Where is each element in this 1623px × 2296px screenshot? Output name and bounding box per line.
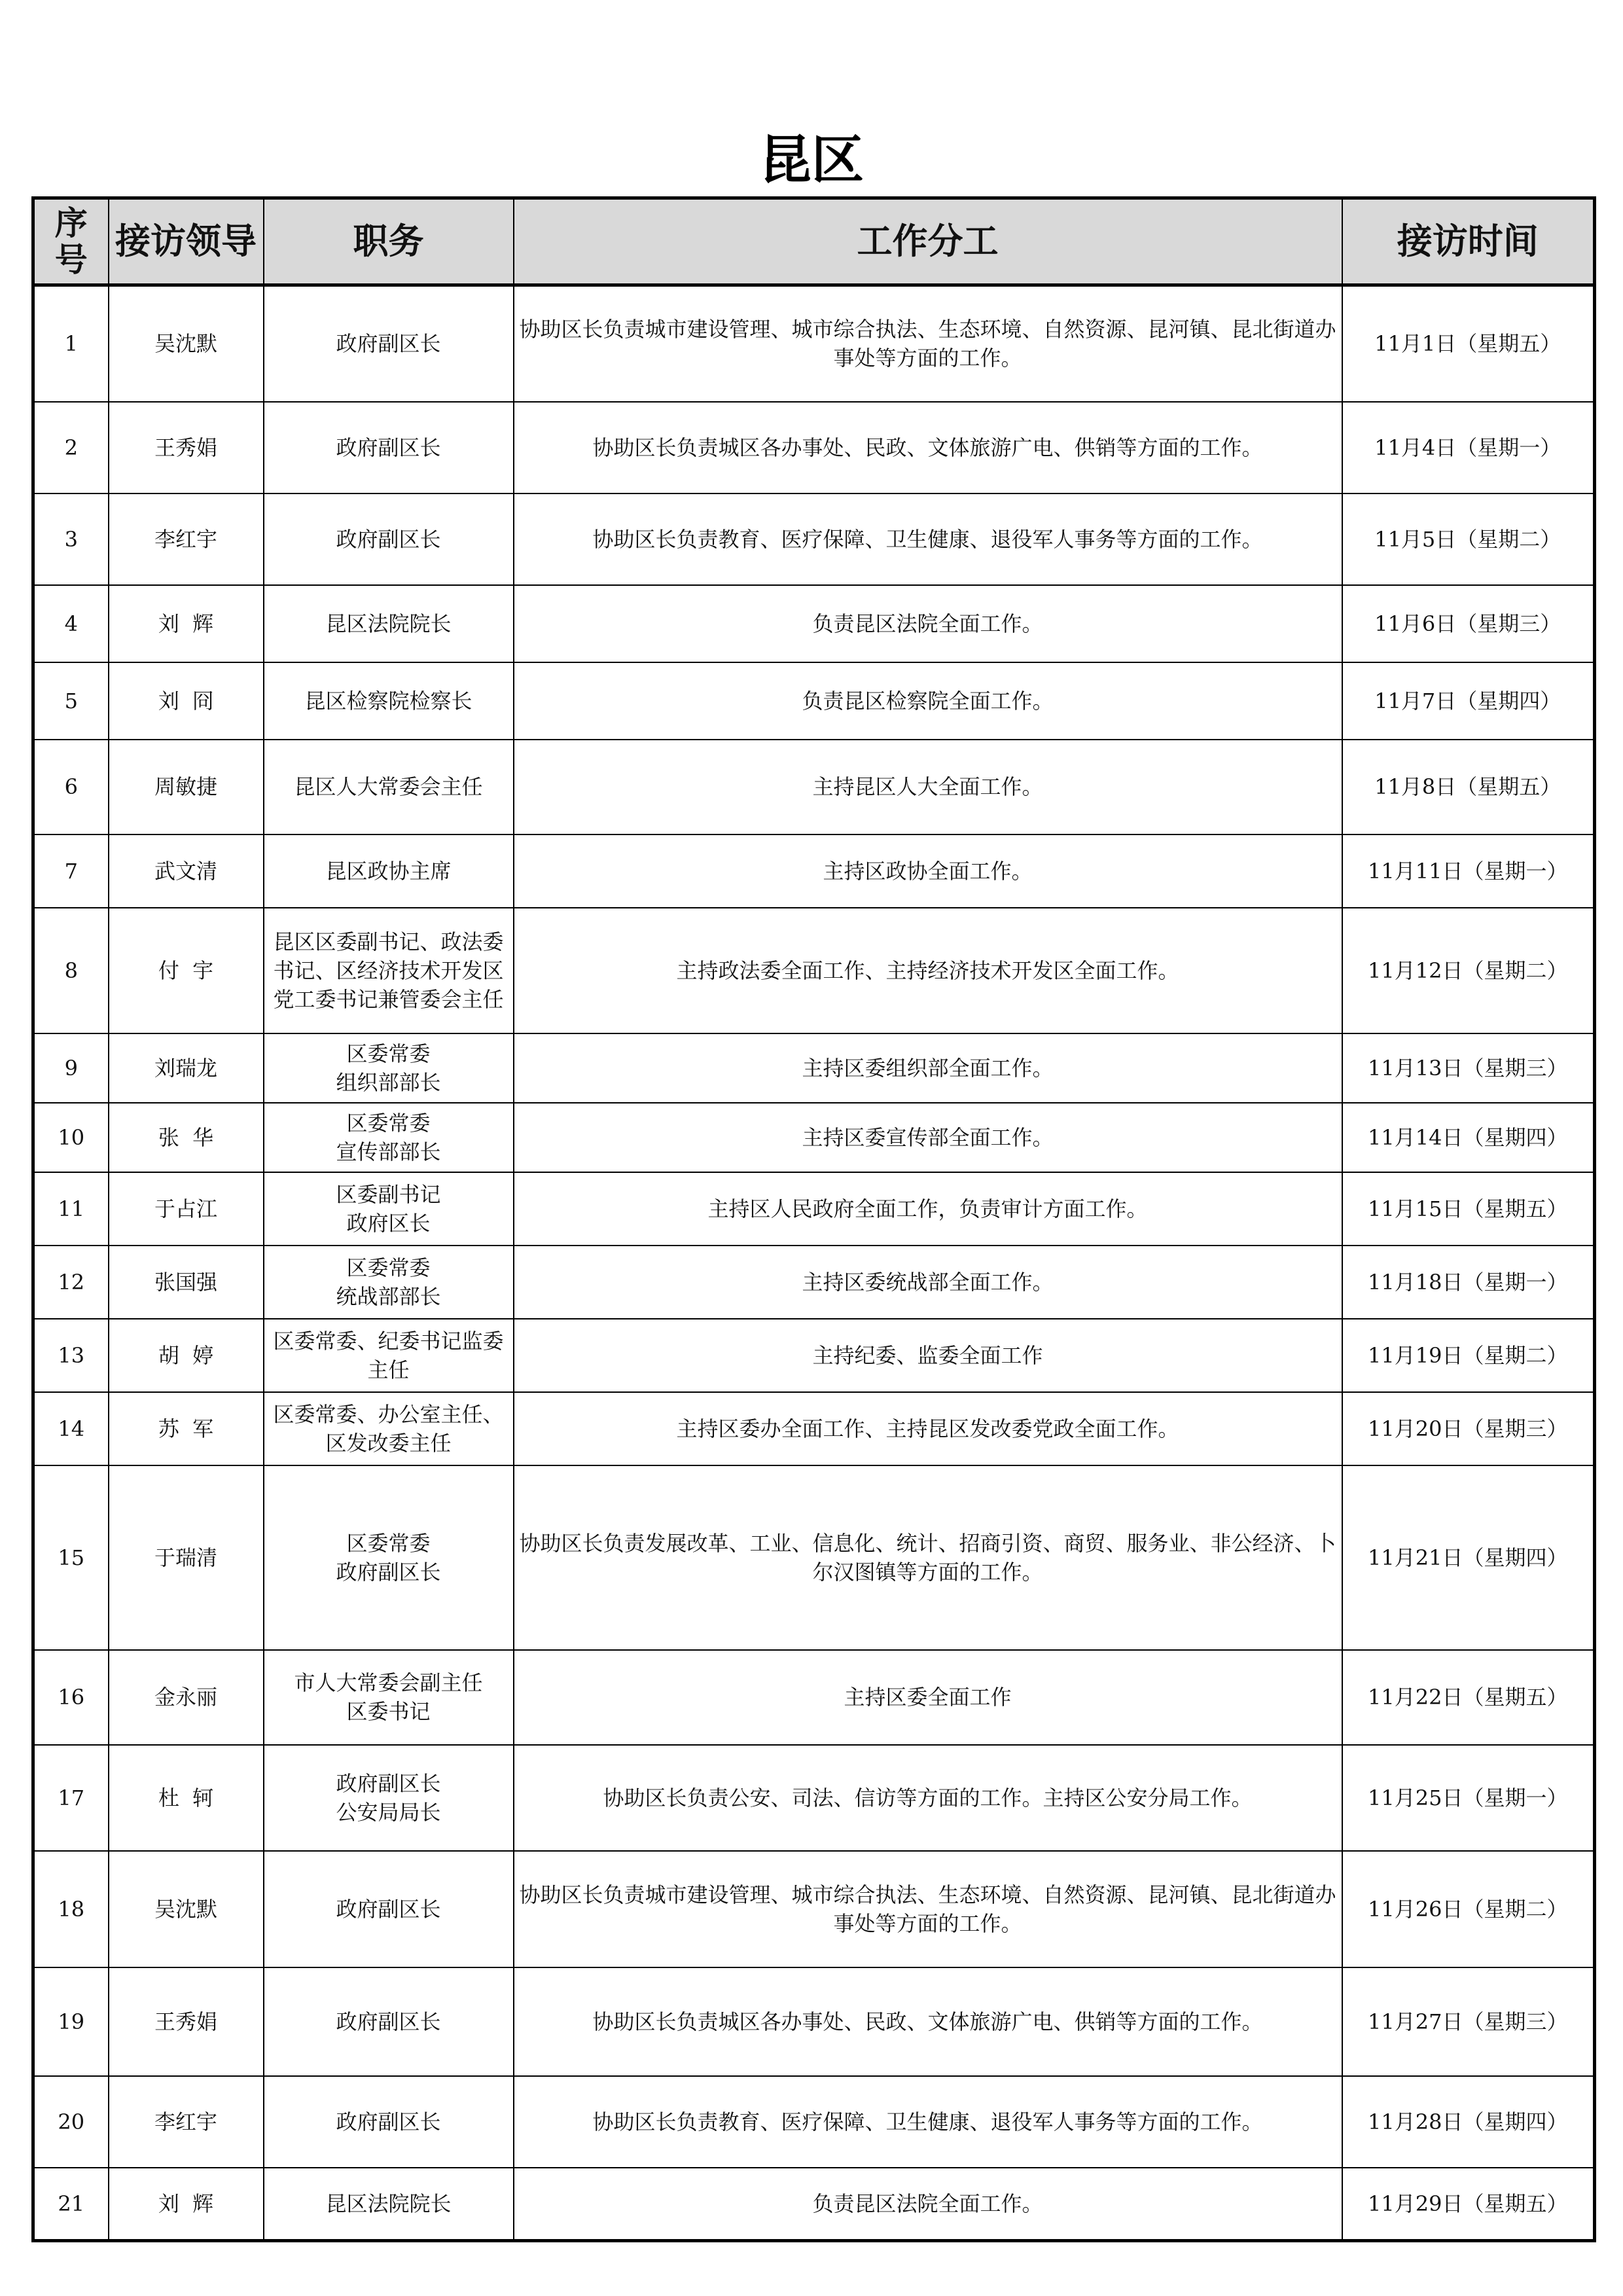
cell-duty: 主持区人民政府全面工作，负责审计方面工作。 [514, 1172, 1342, 1246]
table-row [33, 285, 1595, 402]
cell-position: 昆区检察院检察长 [264, 662, 514, 740]
cell-index: 17 [33, 1745, 109, 1851]
cell-duty: 协助区长负责公安、司法、信访等方面的工作。主持区公安分局工作。 [514, 1745, 1342, 1851]
cell-position: 区委常委、纪委书记监委主任 [264, 1319, 514, 1392]
cell-duty: 主持区委组织部全面工作。 [514, 1033, 1342, 1103]
cell-index: 2 [33, 402, 109, 493]
cell-duty: 主持区委办全面工作、主持昆区发改委党政全面工作。 [514, 1392, 1342, 1465]
cell-date: 11月19日（星期二） [1342, 1319, 1595, 1392]
cell-position: 区委副书记 政府区长 [264, 1172, 514, 1246]
table-row [33, 2168, 1595, 2241]
cell-duty: 主持纪委、监委全面工作 [514, 1319, 1342, 1392]
cell-duty: 协助区长负责城市建设管理、城市综合执法、生态环境、自然资源、昆河镇、昆北街道办事处等方面的工作。 [514, 285, 1342, 402]
cell-index: 10 [33, 1103, 109, 1172]
table-row [33, 662, 1595, 740]
cell-index: 8 [33, 908, 109, 1033]
cell-date: 11月27日（星期三） [1342, 1967, 1595, 2076]
cell-position: 昆区法院院长 [264, 2168, 514, 2241]
cell-position: 政府副区长 [264, 2076, 514, 2168]
cell-position: 政府副区长 [264, 1967, 514, 2076]
table-row [33, 1851, 1595, 1967]
cell-position: 政府副区长 公安局局长 [264, 1745, 514, 1851]
cell-leader: 李红宇 [109, 2076, 264, 2168]
cell-index: 20 [33, 2076, 109, 2168]
cell-date: 11月28日（星期四） [1342, 2076, 1595, 2168]
table-row [33, 1745, 1595, 1851]
col-header-date: 接访时间 [1342, 198, 1595, 285]
cell-duty: 协助区长负责教育、医疗保障、卫生健康、退役军人事务等方面的工作。 [514, 2076, 1342, 2168]
cell-position: 市人大常委会副主任 区委书记 [264, 1650, 514, 1745]
cell-leader: 吴沈默 [109, 285, 264, 402]
table-body [33, 285, 1595, 2241]
cell-duty: 协助区长负责城市建设管理、城市综合执法、生态环境、自然资源、昆河镇、昆北街道办事处等方面的工作。 [514, 1851, 1342, 1967]
cell-index: 9 [33, 1033, 109, 1103]
cell-position: 区委常委 组织部部长 [264, 1033, 514, 1103]
table-row [33, 908, 1595, 1033]
cell-date: 11月12日（星期二） [1342, 908, 1595, 1033]
cell-date: 11月8日（星期五） [1342, 740, 1595, 834]
cell-position: 政府副区长 [264, 493, 514, 585]
cell-position: 区委常委、办公室主任、区发改委主任 [264, 1392, 514, 1465]
cell-leader: 张 华 [109, 1103, 264, 1172]
table-row [33, 1246, 1595, 1319]
cell-leader: 刘 辉 [109, 585, 264, 662]
cell-leader: 付 宇 [109, 908, 264, 1033]
col-header-index: 序号 [33, 198, 109, 285]
cell-position: 政府副区长 [264, 402, 514, 493]
cell-leader: 杜 轲 [109, 1745, 264, 1851]
cell-date: 11月25日（星期一） [1342, 1745, 1595, 1851]
cell-position: 昆区人大常委会主任 [264, 740, 514, 834]
cell-duty: 主持区政协全面工作。 [514, 834, 1342, 908]
cell-duty: 负责昆区法院全面工作。 [514, 2168, 1342, 2241]
cell-position: 区委常委 统战部部长 [264, 1246, 514, 1319]
table-row [33, 402, 1595, 493]
cell-index: 6 [33, 740, 109, 834]
table-row [33, 1172, 1595, 1246]
cell-duty: 主持区委宣传部全面工作。 [514, 1103, 1342, 1172]
cell-leader: 刘 冏 [109, 662, 264, 740]
cell-date: 11月15日（星期五） [1342, 1172, 1595, 1246]
table-row [33, 1033, 1595, 1103]
table-row [33, 1319, 1595, 1392]
cell-index: 3 [33, 493, 109, 585]
col-header-leader: 接访领导 [109, 198, 264, 285]
table-row [33, 1103, 1595, 1172]
cell-leader: 于占江 [109, 1172, 264, 1246]
cell-date: 11月26日（星期二） [1342, 1851, 1595, 1967]
cell-date: 11月22日（星期五） [1342, 1650, 1595, 1745]
cell-index: 19 [33, 1967, 109, 2076]
cell-position: 昆区法院院长 [264, 585, 514, 662]
cell-index: 21 [33, 2168, 109, 2241]
table-row [33, 740, 1595, 834]
table-row [33, 1650, 1595, 1745]
cell-leader: 金永丽 [109, 1650, 264, 1745]
cell-date: 11月18日（星期一） [1342, 1246, 1595, 1319]
table-row [33, 2076, 1595, 2168]
cell-duty: 协助区长负责发展改革、工业、信息化、统计、招商引资、商贸、服务业、非公经济、卜尔汉图镇等方面的工作。 [514, 1465, 1342, 1650]
table-row [33, 585, 1595, 662]
cell-index: 15 [33, 1465, 109, 1650]
table-row [33, 493, 1595, 585]
cell-index: 4 [33, 585, 109, 662]
cell-leader: 武文清 [109, 834, 264, 908]
cell-duty: 负责昆区检察院全面工作。 [514, 662, 1342, 740]
table-row [33, 1392, 1595, 1465]
cell-position: 政府副区长 [264, 1851, 514, 1967]
cell-duty: 主持政法委全面工作、主持经济技术开发区全面工作。 [514, 908, 1342, 1033]
table-row [33, 834, 1595, 908]
cell-date: 11月1日（星期五） [1342, 285, 1595, 402]
cell-leader: 苏 军 [109, 1392, 264, 1465]
cell-date: 11月5日（星期二） [1342, 493, 1595, 585]
cell-date: 11月29日（星期五） [1342, 2168, 1595, 2241]
cell-duty: 负责昆区法院全面工作。 [514, 585, 1342, 662]
cell-position: 昆区区委副书记、政法委书记、区经济技术开发区党工委书记兼管委会主任 [264, 908, 514, 1033]
table-row [33, 1967, 1595, 2076]
cell-position: 区委常委 政府副区长 [264, 1465, 514, 1650]
cell-duty: 主持昆区人大全面工作。 [514, 740, 1342, 834]
cell-leader: 刘瑞龙 [109, 1033, 264, 1103]
page-title: 昆区 [759, 130, 864, 190]
reception-schedule-table [31, 196, 1596, 2242]
col-header-position: 职务 [264, 198, 514, 285]
cell-leader: 胡 婷 [109, 1319, 264, 1392]
table-header-row [33, 198, 1595, 285]
cell-index: 5 [33, 662, 109, 740]
table-row [33, 1465, 1595, 1650]
cell-duty: 主持区委全面工作 [514, 1650, 1342, 1745]
cell-index: 11 [33, 1172, 109, 1246]
cell-position: 政府副区长 [264, 285, 514, 402]
cell-date: 11月7日（星期四） [1342, 662, 1595, 740]
cell-position: 昆区政协主席 [264, 834, 514, 908]
cell-duty: 协助区长负责城区各办事处、民政、文体旅游广电、供销等方面的工作。 [514, 1967, 1342, 2076]
cell-index: 7 [33, 834, 109, 908]
cell-leader: 吴沈默 [109, 1851, 264, 1967]
cell-date: 11月11日（星期一） [1342, 834, 1595, 908]
cell-date: 11月4日（星期一） [1342, 402, 1595, 493]
cell-leader: 王秀娟 [109, 402, 264, 493]
cell-date: 11月21日（星期四） [1342, 1465, 1595, 1650]
cell-leader: 张国强 [109, 1246, 264, 1319]
cell-date: 11月6日（星期三） [1342, 585, 1595, 662]
cell-date: 11月20日（星期三） [1342, 1392, 1595, 1465]
cell-index: 18 [33, 1851, 109, 1967]
cell-index: 12 [33, 1246, 109, 1319]
cell-index: 13 [33, 1319, 109, 1392]
cell-leader: 刘 辉 [109, 2168, 264, 2241]
cell-position: 区委常委 宣传部部长 [264, 1103, 514, 1172]
cell-duty: 协助区长负责教育、医疗保障、卫生健康、退役军人事务等方面的工作。 [514, 493, 1342, 585]
cell-date: 11月13日（星期三） [1342, 1033, 1595, 1103]
cell-index: 14 [33, 1392, 109, 1465]
col-header-duty: 工作分工 [514, 198, 1342, 285]
cell-duty: 主持区委统战部全面工作。 [514, 1246, 1342, 1319]
cell-duty: 协助区长负责城区各办事处、民政、文体旅游广电、供销等方面的工作。 [514, 402, 1342, 493]
cell-index: 16 [33, 1650, 109, 1745]
cell-leader: 王秀娟 [109, 1967, 264, 2076]
cell-leader: 李红宇 [109, 493, 264, 585]
cell-leader: 周敏捷 [109, 740, 264, 834]
cell-date: 11月14日（星期四） [1342, 1103, 1595, 1172]
cell-leader: 于瑞清 [109, 1465, 264, 1650]
cell-index: 1 [33, 285, 109, 402]
